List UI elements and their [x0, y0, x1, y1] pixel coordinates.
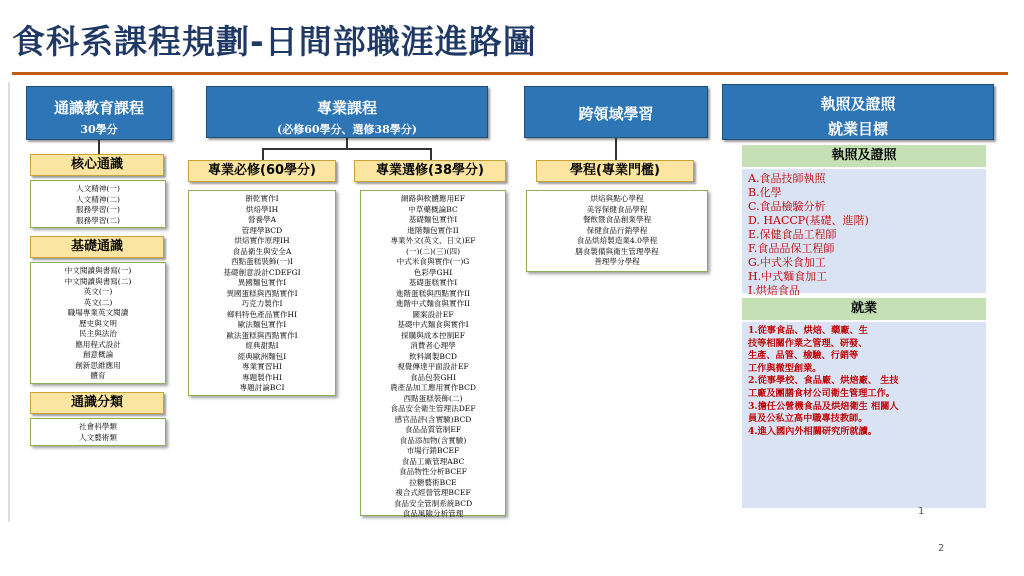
course-item: 色彩學GHI [413, 267, 453, 277]
connector [430, 148, 432, 160]
connector [262, 148, 432, 150]
license-item: C.食品檢驗分析 [748, 200, 826, 213]
license-item: D. HACCP(基礎、進階) [748, 214, 869, 227]
basic-general-label: 基礎通識 [30, 236, 164, 258]
connector [615, 138, 617, 160]
course-item: 英文(二) [83, 297, 113, 307]
course-item: 人文藝術類 [79, 432, 117, 442]
course-item: 經典甜點I [245, 341, 279, 350]
cross-domain-title: 跨領域學習 [578, 105, 654, 123]
career-list [742, 322, 986, 508]
cross-domain-header [524, 86, 708, 138]
connector [346, 138, 348, 148]
licenses-title: 執照及證照 [742, 145, 986, 167]
course-item: 基礎麵包實作I [408, 215, 458, 224]
course-item: 市場行銷BCEF [406, 446, 460, 455]
course-item: 烘焙學IH [245, 204, 279, 214]
course-item: 食品衛生與安全A [232, 246, 292, 256]
course-item: 歐法蛋糕與西點實作I [226, 330, 298, 340]
course-item: 職場專業英文閱讀 [67, 308, 129, 317]
license-item: B.化學 [748, 186, 782, 199]
license-item: E.保健食品工程師 [748, 228, 837, 241]
course-item: 食品安全管制系統BCD [393, 498, 473, 508]
licenses-career-header [722, 84, 994, 140]
general-education-credits: 30學分 [80, 123, 118, 136]
course-item: 複合式經營管理BCEF [395, 488, 471, 497]
elective-courses-list [360, 190, 506, 516]
course-item: 鄉料特色產品實作HI [226, 309, 298, 319]
course-item: 拉糖藝術BCE [409, 477, 457, 487]
connector [98, 140, 100, 154]
course-item: 圖案設計EF [412, 309, 454, 319]
course-item: 餅乾實作I [245, 194, 279, 203]
course-item: 採購與成本控制EF [401, 330, 465, 340]
career-item: 生產、品管、檢驗、行銷等 [748, 350, 859, 362]
course-item: 感官品評(含實驗)BCD [394, 414, 472, 424]
course-item: 中式米食與實作(一)G [396, 257, 470, 266]
course-item: 中文閱讀與書寫(一) [64, 266, 132, 275]
elective-courses-label: 專業選修(38學分) [354, 160, 506, 182]
career-item: 員及公私立高中職專技教師。 [748, 413, 868, 425]
course-item: 創意概論 [82, 350, 114, 359]
page-title: 食科系課程規劃-日間部職涯進路圖 [12, 22, 537, 61]
course-item: 食品品質管制EF [404, 425, 462, 434]
professional-courses-header [206, 86, 488, 138]
license-item: G.中式米食加工 [748, 256, 826, 269]
program-item: 善理學分學程 [594, 257, 640, 266]
course-item: 體育 [90, 371, 106, 380]
course-item: 專題製作HI [242, 372, 282, 382]
course-item: 歐法麵包實作I [237, 320, 287, 329]
professional-courses-title: 專業課程 [316, 99, 377, 117]
course-item: 食品工廠管理ABC [401, 456, 465, 466]
required-courses-label: 專業必修(60學分) [188, 160, 336, 182]
course-item: 中草藥概論BC [408, 204, 458, 214]
distribution-general-label: 通識分類 [30, 392, 164, 414]
inner-page-number: 1 [918, 506, 925, 517]
course-item: 創新思維應用 [75, 360, 121, 370]
course-item: 基礎中式麵食與實作I [397, 320, 469, 329]
connector [262, 148, 264, 160]
career-item: 4.進入國內外相關研究所就讀。 [748, 425, 878, 437]
course-item: 食品添加物(含實驗) [399, 435, 467, 445]
course-item: 食品物性分析BCEF [399, 467, 467, 476]
course-item: 網路與軟體應用EF [401, 194, 465, 203]
course-item: 農產品加工應用實作BCD [390, 383, 476, 392]
license-item: H.中式麵食加工 [748, 270, 828, 283]
course-item: 進階麵包實作II [407, 225, 459, 235]
course-item: 中文閱讀與書寫(二) [64, 276, 132, 286]
course-item: 基礎蛋糕實作I [408, 278, 458, 287]
course-item: 專業外文(英文、日文)EF [390, 236, 476, 245]
course-item: 營養學A [247, 215, 277, 224]
course-item: (一)(二)(三)(四) [405, 246, 461, 256]
program-item: 保健食品行銷學程 [586, 225, 648, 235]
course-item: 歷史與文明 [79, 318, 117, 328]
course-item: 專業實習HI [242, 362, 282, 371]
program-item: 食品烘焙製造業4.0學程 [576, 236, 658, 245]
career-item: 1.從事食品、烘焙、藥廠、生 [748, 325, 868, 336]
course-item: 食品風險分析管理 [402, 509, 464, 518]
course-item: 進階中式麵食與實作II [395, 299, 471, 308]
course-item: 西點蛋糕裝飾(二) [403, 393, 463, 403]
course-item: 管理學BCD [241, 225, 283, 235]
license-item: F.食品品保工程師 [748, 242, 835, 255]
course-item: 異國蛋糕與西點實作I [226, 288, 298, 298]
general-education-title: 通識教育課程 [53, 99, 144, 117]
course-item: 進階蛋糕與西點實作II [395, 288, 471, 298]
page-number: 2 [938, 543, 945, 554]
course-item: 異國麵包實作I [237, 278, 287, 287]
program-label: 學程(專業門檻) [536, 160, 694, 182]
core-general-label: 核心通識 [30, 154, 164, 176]
course-item: 烘焙實作原理IH [234, 236, 290, 245]
career-title: 就業 [742, 298, 986, 320]
core-general-list [30, 180, 166, 228]
program-item: 美容保健食品學程 [586, 204, 648, 214]
course-item: 人文精神(二) [76, 194, 120, 204]
general-education-header [26, 86, 172, 140]
course-item: 食品安全衛生管理法DEF [390, 404, 476, 413]
career-item: 技等相關作業之管理、研發、 [748, 337, 868, 349]
course-item: 專題討論BCI [239, 383, 285, 392]
program-item: 餐飲暨食品創業學程 [582, 215, 652, 224]
professional-courses-credits: (必修60學分、選修38學分) [276, 123, 418, 136]
career-item: 3.擔任公營機食品及烘焙衛生 相關人 [748, 400, 899, 412]
career-item: 工作與微型創業。 [748, 362, 822, 374]
course-item: 基礎創意設計CDEFGI [223, 267, 301, 277]
basic-general-list [30, 262, 166, 384]
course-item: 視覺傳達平面設計EF [397, 362, 469, 371]
program-item: 烘焙與點心學程 [590, 194, 644, 203]
course-item: 社會科學類 [79, 422, 117, 431]
program-item: 膳食製備與衛生管理學程 [575, 246, 659, 256]
course-item: 英文(一) [83, 287, 113, 296]
course-item: 服務學習(一) [76, 205, 120, 214]
course-item: 消費者心理學 [410, 341, 456, 350]
license-item: I.烘焙食品 [748, 284, 800, 297]
title-divider [12, 72, 1008, 75]
required-courses-list [188, 190, 336, 396]
career-item: 工廠及團膳食材公司衛生管理工作。 [748, 387, 895, 399]
course-item: 應用程式設計 [75, 339, 121, 349]
course-item: 巧克力製作I [241, 299, 283, 308]
licenses-header-title: 執照及證照 [820, 95, 896, 113]
course-item: 西點蛋糕裝飾(一)I [230, 257, 294, 266]
career-header-title: 就業目標 [827, 120, 888, 138]
career-item: 2.從事學校、食品廠、烘焙廠、 生技 [748, 375, 899, 387]
program-list [526, 190, 708, 272]
course-item: 經典歐洲麵包I [237, 351, 287, 361]
license-item: A.食品技師執照 [748, 172, 826, 185]
licenses-list [742, 169, 986, 297]
course-item: 食品包裝GHI [409, 372, 457, 382]
course-item: 民主與法治 [79, 329, 117, 338]
frame-edge [8, 82, 10, 522]
course-item: 服務學習(二) [76, 215, 120, 225]
distribution-general-list [30, 418, 166, 446]
course-item: 飲料調製BCD [409, 351, 457, 361]
course-item: 人文精神(一) [76, 184, 120, 193]
